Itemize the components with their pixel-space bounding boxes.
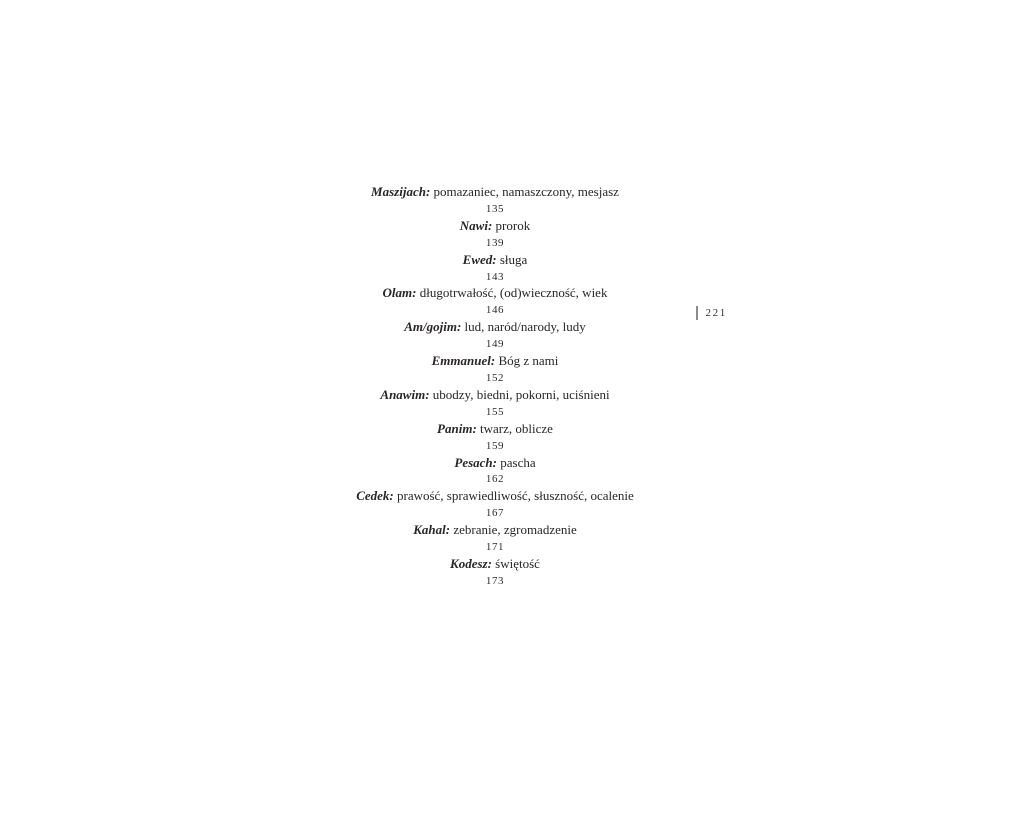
glossary-entry-text <box>295 522 695 539</box>
glossary-definition: świętość <box>495 555 540 571</box>
glossary-term: Nawi: <box>459 217 496 233</box>
glossary-entry-page-number: 146 <box>485 304 505 317</box>
glossary-definition: Bóg z nami <box>498 353 559 369</box>
glossary-entry <box>295 353 695 387</box>
glossary-definition: pomazaniec, namaszczony, mesjasz <box>433 184 619 199</box>
glossary-entry-page-number: 171 <box>485 541 505 554</box>
glossary-entry <box>295 488 695 522</box>
glossary-entry-page-number: 139 <box>485 236 505 249</box>
glossary-entry-page-number: 159 <box>485 439 505 452</box>
glossary-entry <box>295 218 695 252</box>
glossary-entry-text <box>295 421 695 438</box>
glossary-term: Olam: <box>382 285 420 301</box>
glossary-definition: zebranie, zgromadzenie <box>453 522 577 538</box>
glossary-entry-text <box>295 387 695 404</box>
glossary-entry-page-number: 149 <box>485 338 505 351</box>
marginal-rule <box>696 306 698 320</box>
glossary-entry-page-number: 152 <box>485 371 505 384</box>
glossary-entry-page-number: 167 <box>485 507 505 520</box>
marginal-page-number <box>696 305 727 321</box>
glossary-term: Pesach: <box>454 454 501 470</box>
glossary-entry-text <box>295 184 695 201</box>
glossary-definition: długotrwałość, (od)wieczność, wiek <box>419 285 608 301</box>
glossary-entry-text <box>295 252 695 269</box>
glossary-term: Anawim: <box>380 386 433 402</box>
glossary-entry <box>295 184 695 218</box>
glossary-entry <box>295 455 695 489</box>
glossary-entry <box>295 285 695 319</box>
glossary-entry-page-number: 143 <box>485 270 505 283</box>
glossary-entry-text <box>295 319 695 336</box>
glossary-entry <box>295 319 695 353</box>
glossary-entry-page-number: 173 <box>485 574 505 587</box>
glossary-entry <box>295 522 695 556</box>
glossary-definition: prawość, sprawiedliwość, słuszność, ocalenie <box>396 488 634 504</box>
glossary-definition: prorok <box>495 217 531 233</box>
glossary-entry <box>295 421 695 455</box>
glossary-entry-page-number: 155 <box>485 405 505 418</box>
glossary-term: Kahal: <box>413 522 454 538</box>
glossary-entry <box>295 556 695 590</box>
marginal-page-number-text: 221 <box>705 307 727 319</box>
glossary-entry-text <box>295 218 695 235</box>
glossary-term: Cedek: <box>356 488 397 504</box>
glossary-definition: ubodzy, biedni, pokorni, uciśnieni <box>432 386 610 402</box>
glossary-definition: pascha <box>500 454 536 470</box>
glossary-term: Emmanuel: <box>431 353 499 369</box>
glossary-entry-text <box>295 285 695 302</box>
glossary-list <box>295 184 695 590</box>
glossary-definition: twarz, oblicze <box>480 420 553 436</box>
glossary-entry <box>295 252 695 286</box>
glossary-entry-page-number: 162 <box>485 473 505 486</box>
glossary-entry-text <box>295 455 695 472</box>
glossary-term: Ewed: <box>462 251 500 267</box>
glossary-entry-page-number: 135 <box>485 202 505 215</box>
glossary-term: Am/gojim: <box>404 319 465 335</box>
glossary-definition: lud, naród/narody, ludy <box>464 319 586 335</box>
glossary-entry-text <box>295 353 695 370</box>
glossary-entry-text <box>295 556 695 573</box>
glossary-term: Panim: <box>437 420 481 436</box>
glossary-entry <box>295 387 695 421</box>
glossary-definition: sługa <box>499 251 528 267</box>
glossary-entry-text <box>295 488 695 505</box>
glossary-term: Maszijach: <box>371 184 434 199</box>
glossary-term: Kodesz: <box>450 555 496 571</box>
